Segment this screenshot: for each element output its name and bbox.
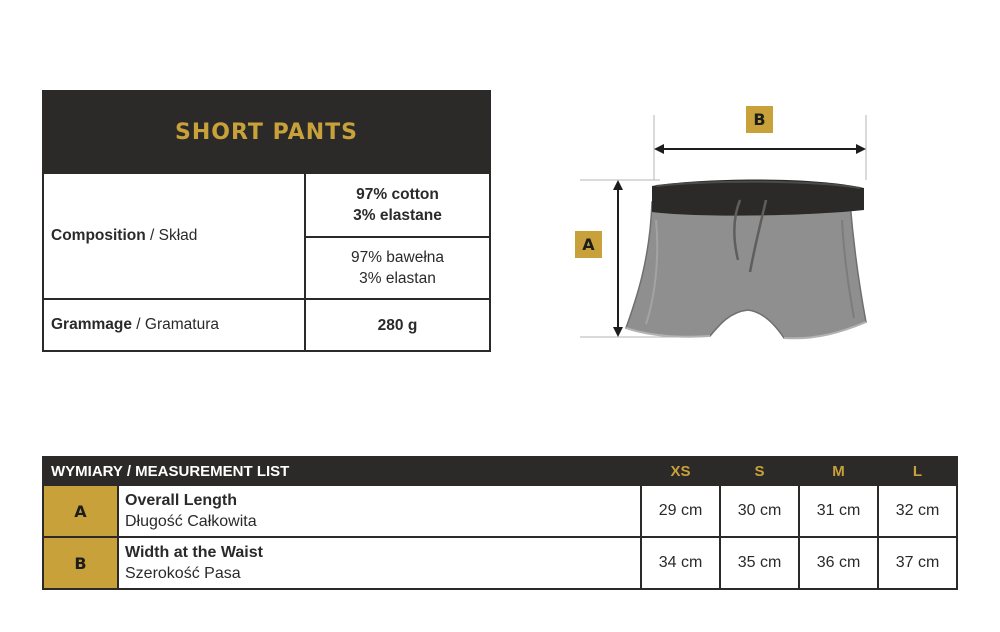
dimension-a-arrow-top (613, 180, 623, 190)
spec-header (44, 92, 489, 172)
spec-table (42, 90, 491, 352)
row-name (118, 485, 641, 537)
size-header-xs: XS (641, 457, 720, 485)
product-title: SHORT PANTS (175, 119, 358, 145)
grammage-label-en: Grammage (51, 316, 132, 333)
shorts-body (626, 202, 866, 338)
grammage-value: 280 g (377, 316, 418, 334)
table-row (43, 537, 957, 589)
value-l: 37 cm (878, 537, 957, 589)
grammage-label-sep: / (131, 316, 145, 333)
value-m: 36 cm (799, 537, 878, 589)
composition-label-sep: / (145, 227, 159, 244)
measurement-header-row (43, 457, 957, 485)
composition-pl-line2: 3% elastan (359, 270, 436, 287)
row-name-en: Width at the Waist (125, 544, 263, 561)
table-row (43, 485, 957, 537)
dimension-b-arrow-right (856, 144, 866, 154)
value-xs: 34 cm (641, 537, 720, 589)
dimension-b-arrow-left (654, 144, 664, 154)
row-letter: A (43, 485, 118, 537)
composition-en-line1: 97% cotton (356, 186, 439, 203)
dimension-a-tag: A (575, 231, 602, 258)
composition-row (44, 172, 489, 298)
size-header-l: L (878, 457, 957, 485)
size-header-s: S (720, 457, 799, 485)
shorts-illustration (570, 100, 900, 350)
composition-value-en (306, 174, 489, 236)
grammage-row (44, 298, 489, 350)
shorts-drawing (570, 100, 900, 350)
dimension-a-arrow-bottom (613, 327, 623, 337)
composition-label-pl: Skład (158, 227, 198, 244)
row-name (118, 537, 641, 589)
grammage-label-pl: Gramatura (144, 316, 219, 333)
composition-en-line2: 3% elastane (353, 207, 442, 224)
value-xs: 29 cm (641, 485, 720, 537)
value-s: 35 cm (720, 537, 799, 589)
composition-value-pl (306, 236, 489, 298)
row-name-pl: Szerokość Pasa (125, 565, 241, 582)
size-header-m: M (799, 457, 878, 485)
value-s: 30 cm (720, 485, 799, 537)
composition-label (44, 174, 306, 298)
measurement-list-header: WYMIARY / MEASUREMENT LIST (43, 457, 641, 485)
value-l: 32 cm (878, 485, 957, 537)
composition-pl-line1: 97% bawełna (350, 249, 445, 266)
row-name-en: Overall Length (125, 492, 238, 509)
composition-label-en: Composition (51, 227, 146, 244)
dimension-b-tag: B (746, 106, 773, 133)
value-m: 31 cm (799, 485, 878, 537)
grammage-label (44, 300, 306, 350)
measurement-table (42, 456, 958, 590)
row-letter: B (43, 537, 118, 589)
row-name-pl: Długość Całkowita (125, 513, 257, 530)
